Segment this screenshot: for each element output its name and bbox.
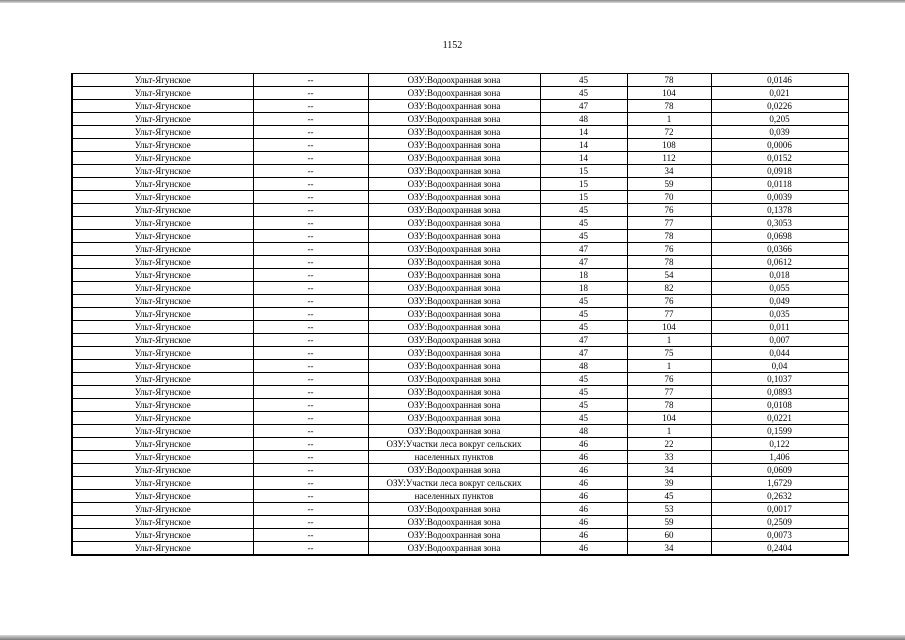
dash-cell: --: [253, 100, 368, 113]
quarter-cell: 15: [540, 178, 627, 191]
field-name-cell: Ульт-Ягунское: [72, 360, 253, 373]
field-name-cell: Ульт-Ягунское: [72, 256, 253, 269]
quarter-cell: 18: [540, 269, 627, 282]
dash-cell: --: [253, 191, 368, 204]
area-cell: 0,018: [711, 269, 848, 282]
category-cell: ОЗУ:Водоохранная зона: [368, 425, 540, 438]
category-cell: ОЗУ:Водоохранная зона: [368, 412, 540, 425]
table-row: [72, 87, 848, 100]
table-row: [72, 269, 848, 282]
area-cell: 0,0108: [711, 399, 848, 412]
dash-cell: --: [253, 243, 368, 256]
table-row: [72, 360, 848, 373]
dash-cell: --: [253, 126, 368, 139]
area-cell: 0,0039: [711, 191, 848, 204]
category-cell: ОЗУ:Водоохранная зона: [368, 230, 540, 243]
dash-cell: --: [253, 74, 368, 87]
table-row: [72, 152, 848, 165]
area-cell: 1,6729: [711, 477, 848, 490]
table-row: [72, 74, 848, 87]
field-name-cell: Ульт-Ягунское: [72, 321, 253, 334]
dash-cell: --: [253, 178, 368, 191]
quarter-cell: 48: [540, 113, 627, 126]
area-cell: 0,021: [711, 87, 848, 100]
field-name-cell: Ульт-Ягунское: [72, 529, 253, 542]
table-row: [72, 165, 848, 178]
plot-cell: 77: [627, 217, 711, 230]
plot-cell: 78: [627, 230, 711, 243]
field-name-cell: Ульт-Ягунское: [72, 503, 253, 516]
quarter-cell: 15: [540, 165, 627, 178]
dash-cell: --: [253, 256, 368, 269]
dash-cell: --: [253, 321, 368, 334]
area-cell: 0,2404: [711, 542, 848, 556]
plot-cell: 53: [627, 503, 711, 516]
plot-cell: 1: [627, 425, 711, 438]
area-cell: 0,0118: [711, 178, 848, 191]
field-name-cell: Ульт-Ягунское: [72, 295, 253, 308]
quarter-cell: 14: [540, 126, 627, 139]
field-name-cell: Ульт-Ягунское: [72, 269, 253, 282]
table-row: [72, 529, 848, 542]
table-row: [72, 230, 848, 243]
quarter-cell: 46: [540, 503, 627, 516]
field-name-cell: Ульт-Ягунское: [72, 243, 253, 256]
plot-cell: 70: [627, 191, 711, 204]
quarter-cell: 45: [540, 217, 627, 230]
plot-cell: 76: [627, 295, 711, 308]
category-cell: ОЗУ:Водоохранная зона: [368, 464, 540, 477]
plot-cell: 33: [627, 451, 711, 464]
dash-cell: --: [253, 373, 368, 386]
dash-cell: --: [253, 438, 368, 451]
table-row: [72, 542, 848, 556]
dash-cell: --: [253, 542, 368, 556]
plot-cell: 78: [627, 399, 711, 412]
dash-cell: --: [253, 139, 368, 152]
table-row: [72, 334, 848, 347]
dash-cell: --: [253, 399, 368, 412]
plot-cell: 59: [627, 178, 711, 191]
dash-cell: --: [253, 451, 368, 464]
category-cell: ОЗУ:Водоохранная зона: [368, 321, 540, 334]
dash-cell: --: [253, 282, 368, 295]
plot-cell: 78: [627, 74, 711, 87]
field-name-cell: Ульт-Ягунское: [72, 373, 253, 386]
field-name-cell: Ульт-Ягунское: [72, 412, 253, 425]
quarter-cell: 47: [540, 334, 627, 347]
dash-cell: --: [253, 425, 368, 438]
area-cell: 0,1378: [711, 204, 848, 217]
area-cell: 1,406: [711, 451, 848, 464]
field-name-cell: Ульт-Ягунское: [72, 477, 253, 490]
dash-cell: --: [253, 516, 368, 529]
category-cell: ОЗУ:Водоохранная зона: [368, 139, 540, 152]
table-row: [72, 438, 848, 451]
dash-cell: --: [253, 334, 368, 347]
quarter-cell: 46: [540, 516, 627, 529]
table-row: [72, 126, 848, 139]
area-cell: 0,1599: [711, 425, 848, 438]
category-cell: ОЗУ:Водоохранная зона: [368, 334, 540, 347]
table-row: [72, 139, 848, 152]
field-name-cell: Ульт-Ягунское: [72, 438, 253, 451]
field-name-cell: Ульт-Ягунское: [72, 217, 253, 230]
field-name-cell: Ульт-Ягунское: [72, 74, 253, 87]
area-cell: 0,0073: [711, 529, 848, 542]
field-name-cell: Ульт-Ягунское: [72, 542, 253, 556]
quarter-cell: 46: [540, 451, 627, 464]
quarter-cell: 46: [540, 490, 627, 503]
quarter-cell: 47: [540, 100, 627, 113]
area-cell: 0,04: [711, 360, 848, 373]
field-name-cell: Ульт-Ягунское: [72, 399, 253, 412]
field-name-cell: Ульт-Ягунское: [72, 386, 253, 399]
category-cell: ОЗУ:Водоохранная зона: [368, 542, 540, 556]
area-cell: 0,0221: [711, 412, 848, 425]
plot-cell: 77: [627, 386, 711, 399]
dash-cell: --: [253, 477, 368, 490]
table-row: [72, 217, 848, 230]
plot-cell: 39: [627, 477, 711, 490]
quarter-cell: 14: [540, 152, 627, 165]
category-cell: ОЗУ:Водоохранная зона: [368, 399, 540, 412]
table-row: [72, 516, 848, 529]
area-cell: 0,011: [711, 321, 848, 334]
area-cell: 0,0609: [711, 464, 848, 477]
field-name-cell: Ульт-Ягунское: [72, 282, 253, 295]
field-name-cell: Ульт-Ягунское: [72, 347, 253, 360]
table-row: [72, 191, 848, 204]
quarter-cell: 46: [540, 464, 627, 477]
category-cell: ОЗУ:Водоохранная зона: [368, 74, 540, 87]
field-name-cell: Ульт-Ягунское: [72, 516, 253, 529]
category-cell: ОЗУ:Водоохранная зона: [368, 152, 540, 165]
category-cell: ОЗУ:Водоохранная зона: [368, 113, 540, 126]
table-row: [72, 308, 848, 321]
category-cell: ОЗУ:Водоохранная зона: [368, 308, 540, 321]
field-name-cell: Ульт-Ягунское: [72, 191, 253, 204]
quarter-cell: 46: [540, 438, 627, 451]
plot-cell: 76: [627, 204, 711, 217]
field-name-cell: Ульт-Ягунское: [72, 204, 253, 217]
area-cell: 0,3053: [711, 217, 848, 230]
area-cell: 0,0017: [711, 503, 848, 516]
plot-cell: 75: [627, 347, 711, 360]
scan-bottom-edge: [0, 635, 905, 640]
dash-cell: --: [253, 269, 368, 282]
area-cell: 0,2632: [711, 490, 848, 503]
area-cell: 0,0698: [711, 230, 848, 243]
category-cell: ОЗУ:Водоохранная зона: [368, 204, 540, 217]
category-cell: ОЗУ:Водоохранная зона: [368, 373, 540, 386]
category-cell: ОЗУ:Водоохранная зона: [368, 126, 540, 139]
field-name-cell: Ульт-Ягунское: [72, 464, 253, 477]
field-name-cell: Ульт-Ягунское: [72, 230, 253, 243]
category-cell: ОЗУ:Водоохранная зона: [368, 217, 540, 230]
category-cell: ОЗУ:Участки леса вокруг сельских: [368, 438, 540, 451]
dash-cell: --: [253, 87, 368, 100]
dash-cell: --: [253, 308, 368, 321]
plot-cell: 1: [627, 113, 711, 126]
area-cell: 0,0006: [711, 139, 848, 152]
plot-cell: 112: [627, 152, 711, 165]
area-cell: 0,055: [711, 282, 848, 295]
table-row: [72, 464, 848, 477]
forest-plots-table: [71, 73, 849, 556]
area-cell: 0,044: [711, 347, 848, 360]
page-number: 1152: [442, 40, 463, 51]
field-name-cell: Ульт-Ягунское: [72, 334, 253, 347]
table-row: [72, 100, 848, 113]
table-row: [72, 243, 848, 256]
plot-cell: 78: [627, 100, 711, 113]
quarter-cell: 45: [540, 399, 627, 412]
plot-cell: 1: [627, 334, 711, 347]
quarter-cell: 45: [540, 74, 627, 87]
plot-cell: 60: [627, 529, 711, 542]
table-row: [72, 399, 848, 412]
category-cell: ОЗУ:Водоохранная зона: [368, 256, 540, 269]
table-row: [72, 373, 848, 386]
field-name-cell: Ульт-Ягунское: [72, 152, 253, 165]
table-row: [72, 295, 848, 308]
table-row: [72, 412, 848, 425]
category-cell: ОЗУ:Водоохранная зона: [368, 386, 540, 399]
dash-cell: --: [253, 347, 368, 360]
plot-cell: 104: [627, 87, 711, 100]
dash-cell: --: [253, 113, 368, 126]
table-row: [72, 204, 848, 217]
table-row: [72, 503, 848, 516]
category-cell: ОЗУ:Водоохранная зона: [368, 360, 540, 373]
dash-cell: --: [253, 386, 368, 399]
field-name-cell: Ульт-Ягунское: [72, 490, 253, 503]
quarter-cell: 46: [540, 542, 627, 556]
quarter-cell: 45: [540, 373, 627, 386]
field-name-cell: Ульт-Ягунское: [72, 126, 253, 139]
quarter-cell: 46: [540, 477, 627, 490]
quarter-cell: 47: [540, 347, 627, 360]
dash-cell: --: [253, 230, 368, 243]
quarter-cell: 48: [540, 425, 627, 438]
plot-cell: 34: [627, 165, 711, 178]
scan-top-edge: [0, 0, 905, 3]
category-cell: ОЗУ:Водоохранная зона: [368, 87, 540, 100]
category-cell: ОЗУ:Водоохранная зона: [368, 282, 540, 295]
quarter-cell: 45: [540, 230, 627, 243]
plot-cell: 76: [627, 373, 711, 386]
field-name-cell: Ульт-Ягунское: [72, 451, 253, 464]
dash-cell: --: [253, 412, 368, 425]
plot-cell: 34: [627, 542, 711, 556]
dash-cell: --: [253, 503, 368, 516]
table-row: [72, 477, 848, 490]
table-row: [72, 386, 848, 399]
table-row: [72, 178, 848, 191]
plot-cell: 72: [627, 126, 711, 139]
plot-cell: 82: [627, 282, 711, 295]
dash-cell: --: [253, 529, 368, 542]
quarter-cell: 47: [540, 256, 627, 269]
area-cell: 0,2509: [711, 516, 848, 529]
table-row: [72, 256, 848, 269]
quarter-cell: 18: [540, 282, 627, 295]
quarter-cell: 45: [540, 295, 627, 308]
quarter-cell: 45: [540, 87, 627, 100]
category-cell: ОЗУ:Водоохранная зона: [368, 178, 540, 191]
dash-cell: --: [253, 152, 368, 165]
quarter-cell: 48: [540, 360, 627, 373]
category-cell: ОЗУ:Водоохранная зона: [368, 347, 540, 360]
table-row: [72, 347, 848, 360]
field-name-cell: Ульт-Ягунское: [72, 165, 253, 178]
table-row: [72, 490, 848, 503]
field-name-cell: Ульт-Ягунское: [72, 87, 253, 100]
plot-cell: 104: [627, 321, 711, 334]
area-cell: 0,122: [711, 438, 848, 451]
category-cell: ОЗУ:Водоохранная зона: [368, 191, 540, 204]
quarter-cell: 14: [540, 139, 627, 152]
plot-cell: 1: [627, 360, 711, 373]
plot-cell: 22: [627, 438, 711, 451]
quarter-cell: 45: [540, 321, 627, 334]
area-cell: 0,035: [711, 308, 848, 321]
field-name-cell: Ульт-Ягунское: [72, 178, 253, 191]
category-cell: ОЗУ:Водоохранная зона: [368, 529, 540, 542]
quarter-cell: 47: [540, 243, 627, 256]
category-cell: населенных пунктов: [368, 490, 540, 503]
category-cell: ОЗУ:Участки леса вокруг сельских: [368, 477, 540, 490]
category-cell: ОЗУ:Водоохранная зона: [368, 269, 540, 282]
field-name-cell: Ульт-Ягунское: [72, 425, 253, 438]
area-cell: 0,0226: [711, 100, 848, 113]
area-cell: 0,1037: [711, 373, 848, 386]
category-cell: ОЗУ:Водоохранная зона: [368, 165, 540, 178]
area-cell: 0,0366: [711, 243, 848, 256]
plot-cell: 78: [627, 256, 711, 269]
category-cell: ОЗУ:Водоохранная зона: [368, 503, 540, 516]
plot-cell: 77: [627, 308, 711, 321]
area-cell: 0,0146: [711, 74, 848, 87]
field-name-cell: Ульт-Ягунское: [72, 308, 253, 321]
category-cell: ОЗУ:Водоохранная зона: [368, 516, 540, 529]
plot-cell: 76: [627, 243, 711, 256]
area-cell: 0,0918: [711, 165, 848, 178]
table-row: [72, 113, 848, 126]
area-cell: 0,007: [711, 334, 848, 347]
category-cell: ОЗУ:Водоохранная зона: [368, 243, 540, 256]
table-row: [72, 282, 848, 295]
plot-cell: 104: [627, 412, 711, 425]
plot-cell: 59: [627, 516, 711, 529]
area-cell: 0,205: [711, 113, 848, 126]
dash-cell: --: [253, 165, 368, 178]
quarter-cell: 46: [540, 529, 627, 542]
area-cell: 0,0152: [711, 152, 848, 165]
table-row: [72, 451, 848, 464]
category-cell: ОЗУ:Водоохранная зона: [368, 295, 540, 308]
quarter-cell: 45: [540, 204, 627, 217]
quarter-cell: 45: [540, 386, 627, 399]
table-row: [72, 321, 848, 334]
dash-cell: --: [253, 360, 368, 373]
dash-cell: --: [253, 464, 368, 477]
category-cell: ОЗУ:Водоохранная зона: [368, 100, 540, 113]
area-cell: 0,0893: [711, 386, 848, 399]
field-name-cell: Ульт-Ягунское: [72, 100, 253, 113]
quarter-cell: 45: [540, 308, 627, 321]
table-row: [72, 425, 848, 438]
plot-cell: 54: [627, 269, 711, 282]
dash-cell: --: [253, 217, 368, 230]
plot-cell: 34: [627, 464, 711, 477]
area-cell: 0,0612: [711, 256, 848, 269]
quarter-cell: 45: [540, 412, 627, 425]
field-name-cell: Ульт-Ягунское: [72, 113, 253, 126]
dash-cell: --: [253, 490, 368, 503]
area-cell: 0,039: [711, 126, 848, 139]
plot-cell: 45: [627, 490, 711, 503]
dash-cell: --: [253, 204, 368, 217]
area-cell: 0,049: [711, 295, 848, 308]
plot-cell: 108: [627, 139, 711, 152]
field-name-cell: Ульт-Ягунское: [72, 139, 253, 152]
dash-cell: --: [253, 295, 368, 308]
table-body: [72, 74, 848, 556]
quarter-cell: 15: [540, 191, 627, 204]
category-cell: населенных пунктов: [368, 451, 540, 464]
